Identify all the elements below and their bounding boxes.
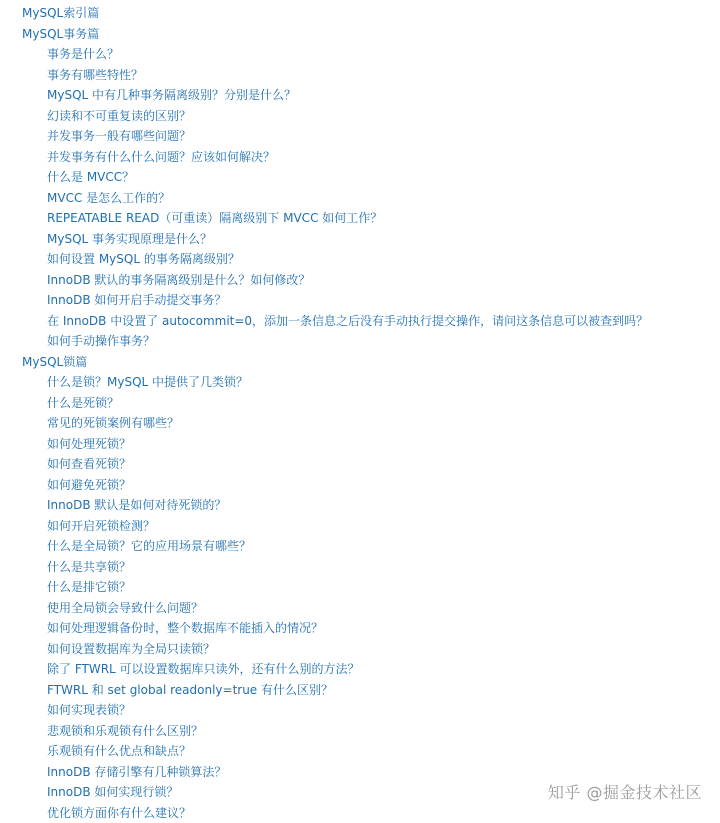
- section-transaction: [22, 24, 712, 352]
- toc-item[interactable]: 什么是共享锁？: [47, 557, 712, 578]
- section-title-index[interactable]: MySQL索引篇: [22, 3, 712, 24]
- toc-item[interactable]: 什么是锁？MySQL 中提供了几类锁？: [47, 372, 712, 393]
- toc-item[interactable]: InnoDB 默认是如何对待死锁的？: [47, 495, 712, 516]
- toc-item[interactable]: 并发事务有什么什么问题？应该如何解决？: [47, 147, 712, 168]
- toc-item[interactable]: 事务是什么？: [47, 44, 712, 65]
- toc-item[interactable]: 如何设置数据库为全局只读锁？: [47, 639, 712, 660]
- transaction-item-list: [22, 44, 712, 352]
- toc-item[interactable]: InnoDB 默认的事务隔离级别是什么？如何修改？: [47, 270, 712, 291]
- toc-item[interactable]: 什么是全局锁？它的应用场景有哪些？: [47, 536, 712, 557]
- table-of-contents: [22, 3, 712, 823]
- lock-item-list: [22, 372, 712, 823]
- toc-item[interactable]: 如何查看死锁？: [47, 454, 712, 475]
- toc-item[interactable]: 如何避免死锁？: [47, 475, 712, 496]
- toc-item[interactable]: 常见的死锁案例有哪些？: [47, 413, 712, 434]
- toc-item[interactable]: MySQL 中有几种事务隔离级别？分别是什么？: [47, 85, 712, 106]
- toc-item[interactable]: 并发事务一般有哪些问题？: [47, 126, 712, 147]
- toc-item[interactable]: 如何设置 MySQL 的事务隔离级别？: [47, 249, 712, 270]
- toc-item[interactable]: FTWRL 和 set global readonly=true 有什么区别？: [47, 680, 712, 701]
- toc-item[interactable]: 悲观锁和乐观锁有什么区别？: [47, 721, 712, 742]
- toc-item[interactable]: InnoDB 如何开启手动提交事务？: [47, 290, 712, 311]
- watermark: 知乎 @掘金技术社区: [548, 780, 702, 803]
- section-title-transaction[interactable]: MySQL事务篇: [22, 24, 712, 45]
- toc-item[interactable]: 优化锁方面你有什么建议？: [47, 803, 712, 823]
- toc-item[interactable]: 除了 FTWRL 可以设置数据库只读外，还有什么别的方法？: [47, 659, 712, 680]
- toc-item[interactable]: InnoDB 存储引擎有几种锁算法？: [47, 762, 712, 783]
- toc-item[interactable]: 幻读和不可重复读的区别？: [47, 106, 712, 127]
- toc-item[interactable]: REPEATABLE READ（可重读）隔离级别下 MVCC 如何工作？: [47, 208, 712, 229]
- section-lock: [22, 352, 712, 823]
- toc-item[interactable]: InnoDB 如何实现行锁？: [47, 782, 712, 803]
- toc-item[interactable]: 什么是排它锁？: [47, 577, 712, 598]
- toc-item[interactable]: 在 InnoDB 中设置了 autocommit=0，添加一条信息之后没有手动执行提交操作，请问这条信息可以被查到吗？: [47, 311, 712, 332]
- toc-item[interactable]: 使用全局锁会导致什么问题？: [47, 598, 712, 619]
- toc-item[interactable]: 如何处理死锁？: [47, 434, 712, 455]
- toc-item[interactable]: 乐观锁有什么优点和缺点？: [47, 741, 712, 762]
- toc-item[interactable]: MySQL 事务实现原理是什么？: [47, 229, 712, 250]
- toc-item[interactable]: MVCC 是怎么工作的？: [47, 188, 712, 209]
- toc-item[interactable]: 如何实现表锁？: [47, 700, 712, 721]
- section-title-lock[interactable]: MySQL锁篇: [22, 352, 712, 373]
- toc-item[interactable]: 如何处理逻辑备份时，整个数据库不能插入的情况？: [47, 618, 712, 639]
- toc-item[interactable]: 什么是死锁？: [47, 393, 712, 414]
- toc-item[interactable]: 事务有哪些特性？: [47, 65, 712, 86]
- toc-item[interactable]: 如何开启死锁检测？: [47, 516, 712, 537]
- toc-item[interactable]: 如何手动操作事务？: [47, 331, 712, 352]
- section-index: [22, 3, 712, 24]
- toc-item[interactable]: 什么是 MVCC？: [47, 167, 712, 188]
